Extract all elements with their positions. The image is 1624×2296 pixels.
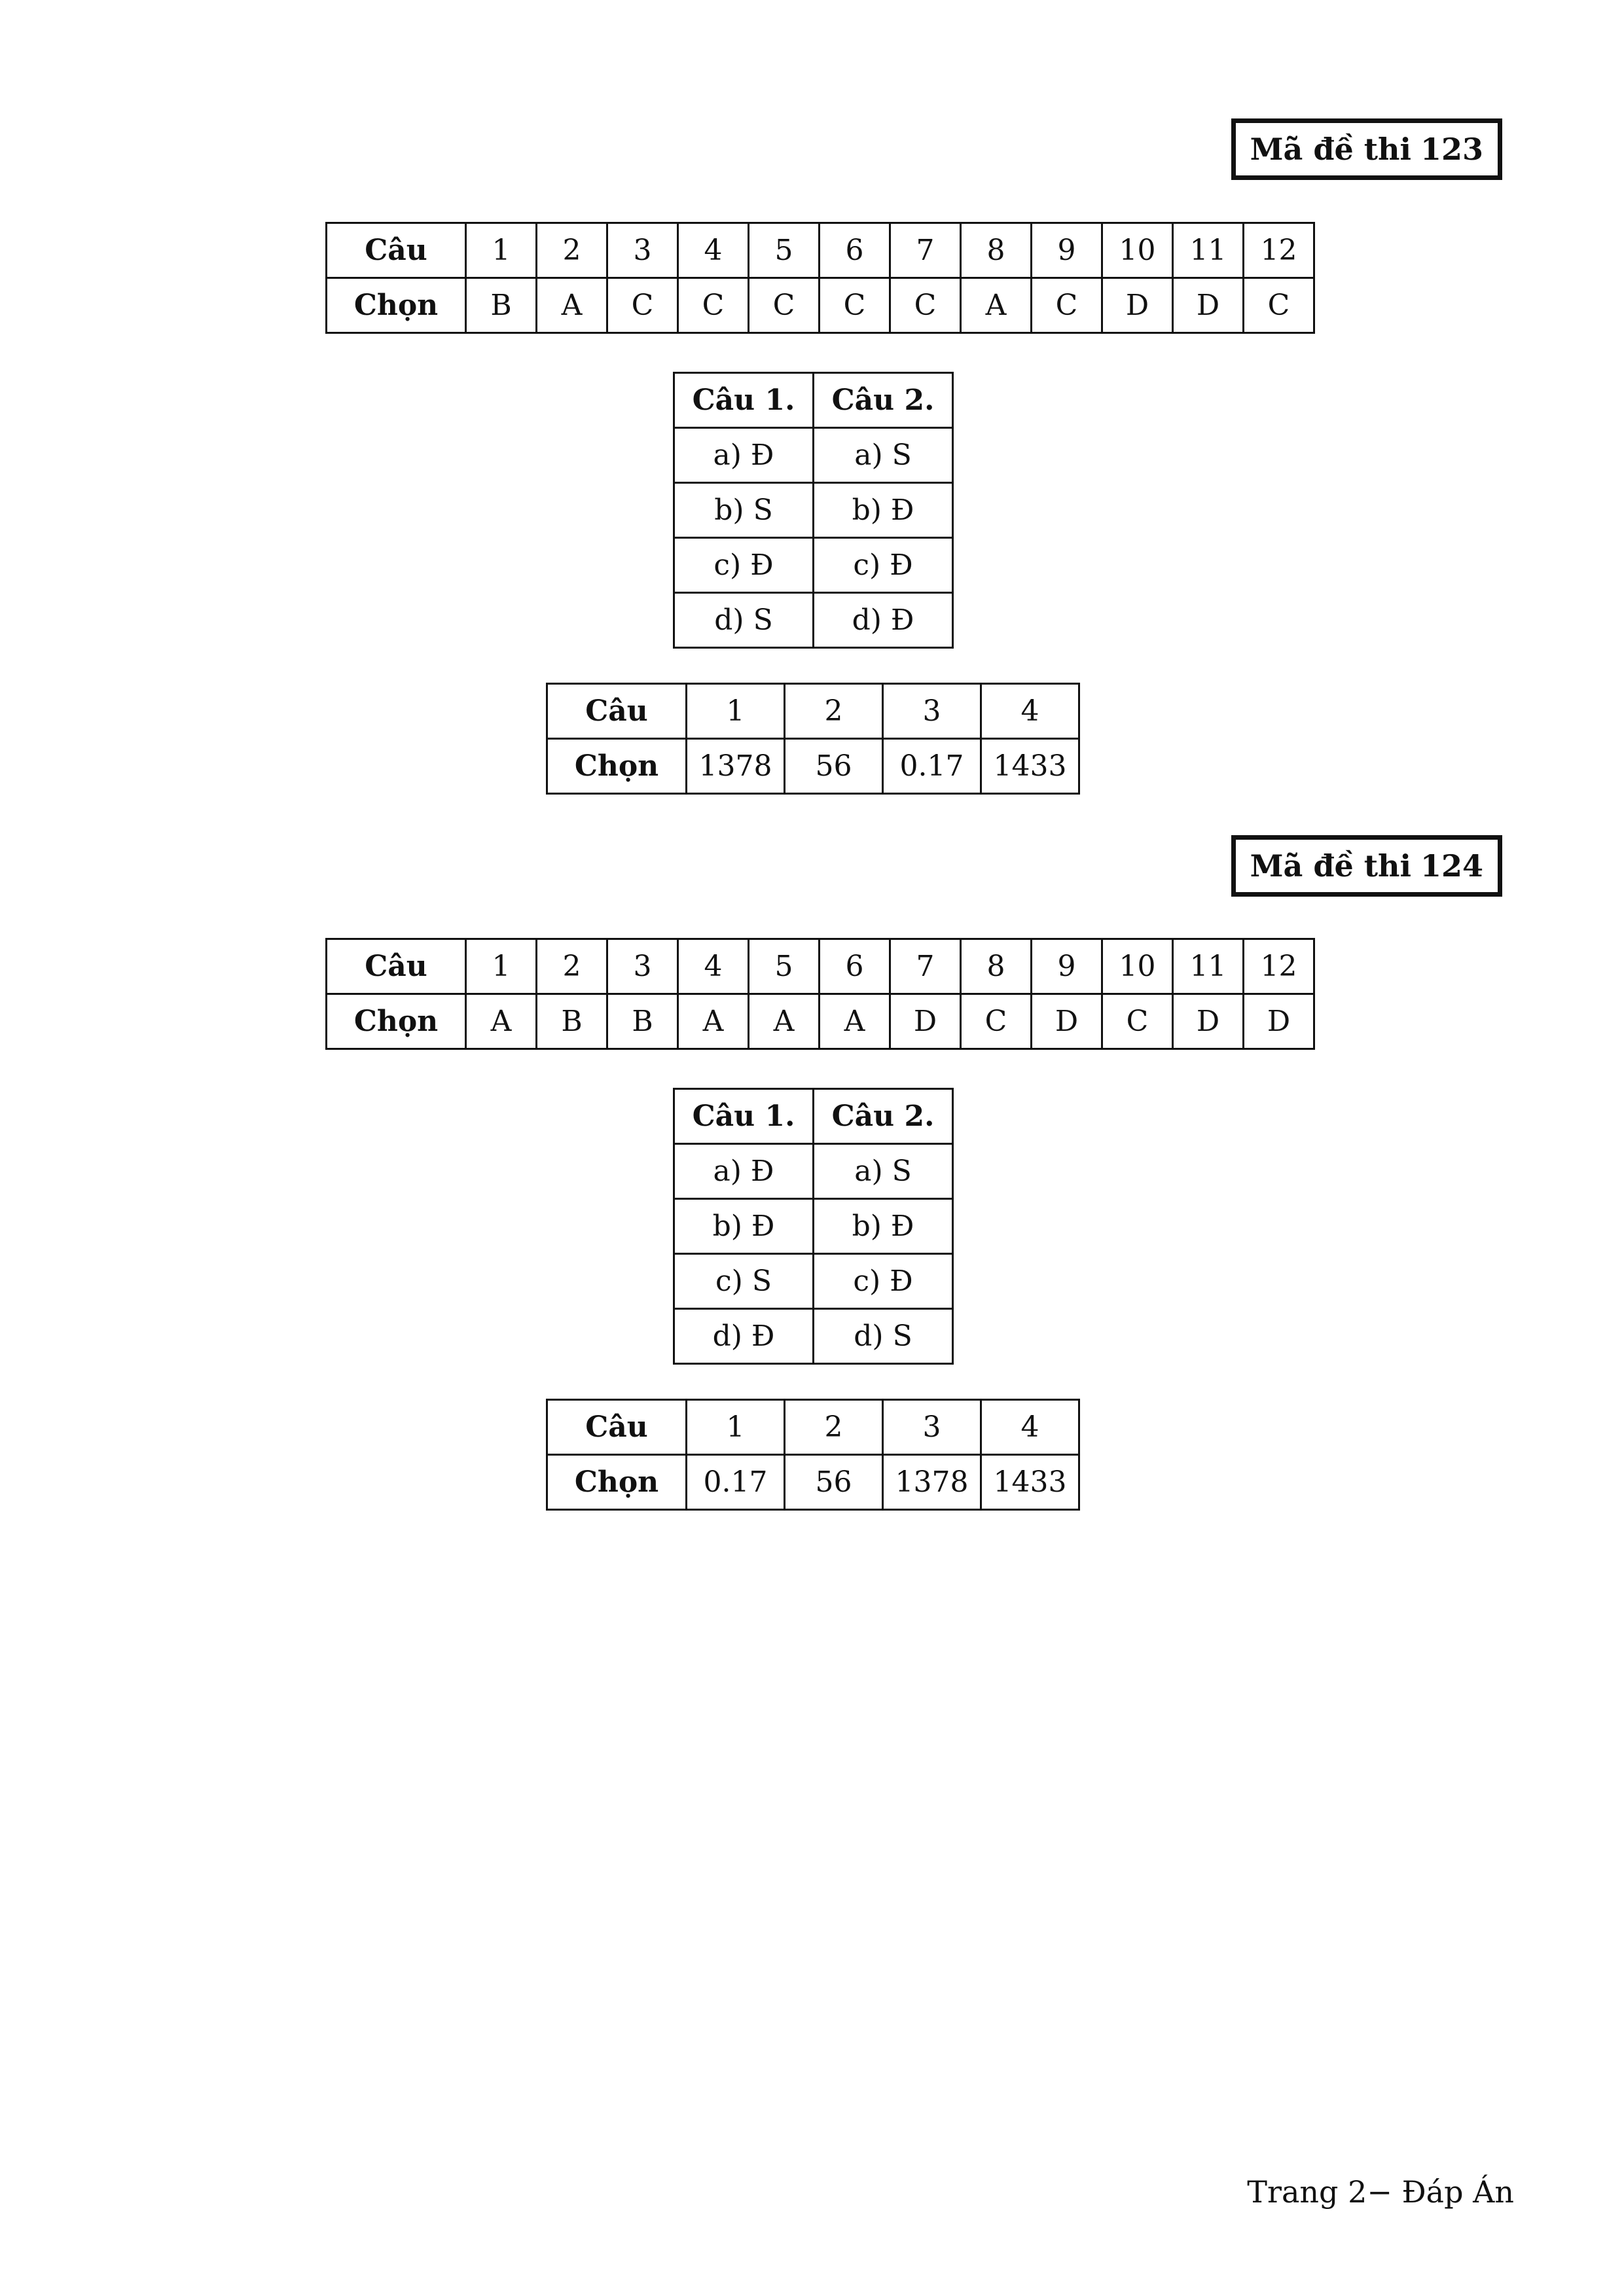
answer-cell: 1433 [981, 1455, 1079, 1510]
exam-code-number: 124 [1420, 848, 1483, 884]
tf-cell: a) Đ [674, 428, 814, 483]
tf-cell: b) Đ [814, 1199, 953, 1254]
answer-cell: C [607, 278, 678, 333]
question-number: 3 [607, 939, 678, 994]
tf-cell: d) S [814, 1309, 953, 1364]
tf-question-header: Câu 2. [814, 1089, 953, 1144]
exam-code-label: Mã đề thi [1250, 848, 1411, 884]
question-number-row [547, 684, 1079, 739]
true-false-answer-table [673, 1088, 954, 1365]
row-header: Chọn [547, 1455, 687, 1510]
tf-question-header: Câu 1. [674, 373, 814, 428]
answer-cell: A [466, 994, 537, 1049]
tf-header-row [674, 373, 953, 428]
tf-cell: c) S [674, 1254, 814, 1309]
question-number: 9 [1032, 223, 1102, 278]
question-number: 4 [981, 1400, 1079, 1455]
question-number: 6 [820, 939, 890, 994]
exam-code-label: Mã đề thi [1250, 132, 1411, 167]
answer-cell: 1378 [883, 1455, 981, 1510]
tf-cell: c) Đ [814, 538, 953, 593]
answer-cell: A [820, 994, 890, 1049]
short-answer-table [546, 683, 1080, 795]
answer-cell: A [749, 994, 820, 1049]
row-header: Chọn [327, 278, 466, 333]
answer-cell: D [1244, 994, 1314, 1049]
question-number: 3 [883, 1400, 981, 1455]
tf-cell: a) Đ [674, 1144, 814, 1199]
exam-code-number: 123 [1420, 132, 1483, 167]
answer-cell: C [1244, 278, 1314, 333]
answer-cell: 56 [785, 1455, 883, 1510]
tf-row [674, 1144, 953, 1199]
question-number: 10 [1102, 939, 1173, 994]
tf-cell: b) S [674, 483, 814, 538]
tf-row [674, 483, 953, 538]
answer-cell: A [678, 994, 749, 1049]
answer-cell: 56 [785, 739, 883, 794]
tf-cell: d) S [674, 593, 814, 648]
page-footer: Trang 2− Đáp Án [1247, 2174, 1514, 2210]
question-number: 4 [678, 939, 749, 994]
answer-row [547, 739, 1079, 794]
answer-cell: C [890, 278, 961, 333]
answer-row [547, 1455, 1079, 1510]
answer-cell: D [1032, 994, 1102, 1049]
question-number-row [327, 939, 1314, 994]
short-answer-table [546, 1399, 1080, 1511]
answer-cell: 1433 [981, 739, 1079, 794]
row-header: Câu [327, 939, 466, 994]
tf-cell: c) Đ [814, 1254, 953, 1309]
answer-cell: D [1102, 278, 1173, 333]
question-number: 8 [961, 939, 1032, 994]
tf-row [674, 538, 953, 593]
exam-code-box [1231, 835, 1502, 897]
tf-row [674, 1254, 953, 1309]
question-number: 9 [1032, 939, 1102, 994]
question-number: 1 [687, 684, 785, 739]
question-number: 11 [1173, 223, 1244, 278]
answer-cell: C [678, 278, 749, 333]
answer-cell: C [1032, 278, 1102, 333]
answer-row [327, 278, 1314, 333]
answer-cell: D [1173, 278, 1244, 333]
multiple-choice-answer-table [325, 938, 1315, 1050]
tf-cell: b) Đ [814, 483, 953, 538]
tf-question-header: Câu 1. [674, 1089, 814, 1144]
question-number: 12 [1244, 223, 1314, 278]
answer-cell: B [466, 278, 537, 333]
question-number: 11 [1173, 939, 1244, 994]
tf-row [674, 1309, 953, 1364]
question-number: 5 [749, 223, 820, 278]
answer-cell: C [749, 278, 820, 333]
tf-cell: a) S [814, 1144, 953, 1199]
tf-row [674, 593, 953, 648]
answer-cell: B [537, 994, 607, 1049]
question-number: 2 [785, 684, 883, 739]
answer-cell: C [961, 994, 1032, 1049]
answer-cell: C [1102, 994, 1173, 1049]
answer-cell: D [890, 994, 961, 1049]
tf-cell: a) S [814, 428, 953, 483]
answer-cell: C [820, 278, 890, 333]
row-header: Câu [327, 223, 466, 278]
question-number: 7 [890, 223, 961, 278]
tf-cell: c) Đ [674, 538, 814, 593]
multiple-choice-answer-table [325, 222, 1315, 334]
tf-cell: d) Đ [814, 593, 953, 648]
answer-cell: 0.17 [883, 739, 981, 794]
question-number: 10 [1102, 223, 1173, 278]
answer-cell: 0.17 [687, 1455, 785, 1510]
row-header: Câu [547, 1400, 687, 1455]
row-header: Chọn [547, 739, 687, 794]
answer-cell: A [961, 278, 1032, 333]
question-number: 1 [687, 1400, 785, 1455]
tf-cell: b) Đ [674, 1199, 814, 1254]
answer-cell: A [537, 278, 607, 333]
row-header: Câu [547, 684, 687, 739]
answer-cell: D [1173, 994, 1244, 1049]
tf-header-row [674, 1089, 953, 1144]
question-number: 4 [678, 223, 749, 278]
exam-code-box [1231, 118, 1502, 180]
true-false-answer-table [673, 372, 954, 649]
question-number: 2 [537, 939, 607, 994]
question-number-row [327, 223, 1314, 278]
question-number: 6 [820, 223, 890, 278]
question-number: 3 [607, 223, 678, 278]
question-number: 1 [466, 939, 537, 994]
answer-cell: 1378 [687, 739, 785, 794]
question-number-row [547, 1400, 1079, 1455]
tf-cell: d) Đ [674, 1309, 814, 1364]
question-number: 2 [537, 223, 607, 278]
question-number: 5 [749, 939, 820, 994]
answer-row [327, 994, 1314, 1049]
tf-row [674, 428, 953, 483]
question-number: 8 [961, 223, 1032, 278]
row-header: Chọn [327, 994, 466, 1049]
question-number: 4 [981, 684, 1079, 739]
question-number: 3 [883, 684, 981, 739]
question-number: 2 [785, 1400, 883, 1455]
question-number: 12 [1244, 939, 1314, 994]
question-number: 1 [466, 223, 537, 278]
answer-cell: B [607, 994, 678, 1049]
tf-row [674, 1199, 953, 1254]
tf-question-header: Câu 2. [814, 373, 953, 428]
question-number: 7 [890, 939, 961, 994]
